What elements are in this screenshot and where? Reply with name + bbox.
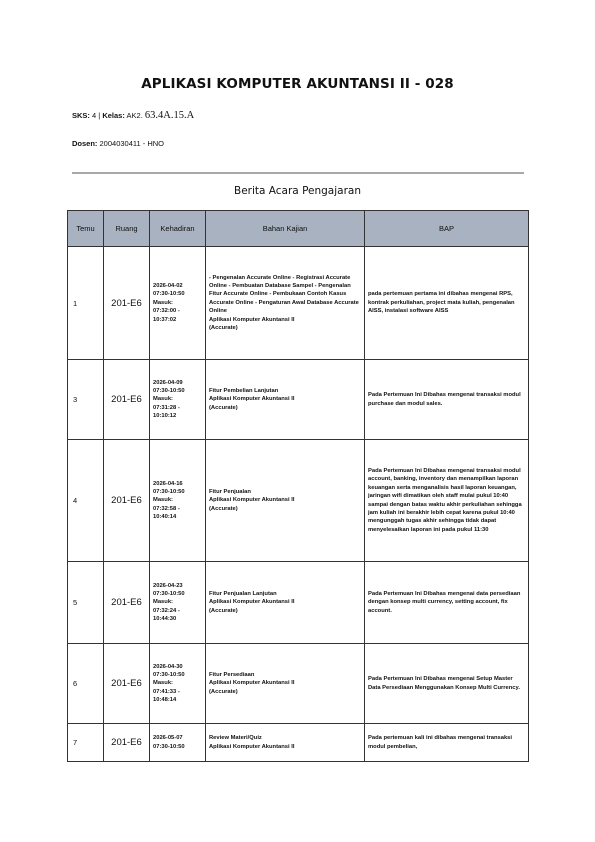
- cell-bap: pada pertemuan pertama ini dibahas mengenai RPS, kontrak perkuliahan, project mata kuliah, pengenalan AISS, instalasi software AISS: [365, 247, 529, 360]
- course-meta-line: [72, 110, 194, 121]
- dosen-value: 2004030411 - HNO: [99, 139, 165, 148]
- cell-bahan-kajian: Review Materi/Quiz Aplikasi Komputer Akuntansi II: [206, 724, 365, 762]
- table-header-row: [68, 211, 529, 247]
- kelas-value: AK2.: [126, 111, 143, 120]
- cell-bap: Pada Pertemuan Ini Dibahas mengenai transaksi modul account, banking, inventory dan menampilkan laporan keuangan serta menganalisis hasil laporan keuangan, jaringan wifi dimatikan oleh staff mulai pukul 10:40 sampai dengan batas waktu akhir perkuliahan sehingga jam kuliah ini berakhir lebih cepat karena pukul 10:40 mengunggah tugas akhir sehingga tidak dapat menyelesaikan laporan ini pada pukul 11:30: [365, 440, 529, 562]
- section-title: Berita Acara Pengajaran: [233, 185, 361, 197]
- cell-kehadiran: 2026-04-23 07:30-10:50 Masuk: 07:32:24 - 10:44:30: [150, 562, 206, 644]
- cell-ruang: 201-E6: [104, 360, 150, 440]
- cell-bahan-kajian: Fitur Penjualan Aplikasi Komputer Akuntansi II (Accurate): [206, 440, 365, 562]
- cell-bahan-kajian: Fitur Penjualan Lanjutan Aplikasi Komputer Akuntansi II (Accurate): [206, 562, 365, 644]
- bap-table: [67, 210, 529, 762]
- dosen-label: Dosen:: [72, 139, 98, 148]
- cell-temu: 7: [68, 724, 104, 762]
- cell-kehadiran: 2026-04-30 07:30-10:50 Masuk: 07:41:33 - 10:48:14: [150, 644, 206, 724]
- cell-kehadiran: 2026-04-16 07:30-10:50 Masuk: 07:32:58 - 10:40:14: [150, 440, 206, 562]
- horizontal-divider: [72, 172, 524, 174]
- table-row: [68, 247, 529, 360]
- header-bahan-kajian: Bahan Kajian: [206, 211, 365, 247]
- table-row: [68, 644, 529, 724]
- header-bap: BAP: [365, 211, 529, 247]
- cell-temu: 5: [68, 562, 104, 644]
- course-title: APLIKASI KOMPUTER AKUNTANSI II - 028: [141, 76, 454, 92]
- cell-bap: Pada pertemuan kali ini dibahas mengenai transaksi modul pembelian,: [365, 724, 529, 762]
- table-row: [68, 360, 529, 440]
- header-temu: Temu: [68, 211, 104, 247]
- header-ruang: Ruang: [104, 211, 150, 247]
- cell-temu: 1: [68, 247, 104, 360]
- cell-kehadiran: 2026-04-02 07:30-10:50 Masuk: 07:32:00 - 10:37:02: [150, 247, 206, 360]
- header-kehadiran: Kehadiran: [150, 211, 206, 247]
- kelas-label: Kelas:: [102, 111, 125, 120]
- table-row: [68, 440, 529, 562]
- cell-temu: 6: [68, 644, 104, 724]
- cell-bahan-kajian: - Pengenalan Accurate Online - Registrasi Accurate Online - Pembuatan Database Sampel - Pengenalan Fitur Accurate Online - Pembukaan Contoh Kasus Accurate Online - Pengaturan Awal Database Accurate Online Aplikasi Komputer Akuntansi II (Accurate): [206, 247, 365, 360]
- cell-ruang: 201-E6: [104, 644, 150, 724]
- cell-kehadiran: 2026-05-07 07:30-10:50: [150, 724, 206, 762]
- sks-label: SKS:: [72, 111, 90, 120]
- cell-bap: Pada Pertemuan Ini Dibahas mengenai transaksi modul purchase dan modul sales.: [365, 360, 529, 440]
- cell-bahan-kajian: Fitur Pembelian Lanjutan Aplikasi Komputer Akuntansi II (Accurate): [206, 360, 365, 440]
- kelas-code: 63.4A.15.A: [144, 110, 195, 121]
- cell-ruang: 201-E6: [104, 562, 150, 644]
- cell-bap: Pada Pertemuan Ini Dibahas mengenai data persediaan dengan konsep multi currency, setting account, fix account.: [365, 562, 529, 644]
- cell-temu: 3: [68, 360, 104, 440]
- sks-value: 4: [92, 111, 97, 120]
- cell-bap: Pada Pertemuan Ini Dibahas mengenai Setup Master Data Persediaan Menggunakan Konsep Multi Currency.: [365, 644, 529, 724]
- cell-kehadiran: 2026-04-09 07:30-10:50 Masuk: 07:31:28 - 10:10:12: [150, 360, 206, 440]
- cell-ruang: 201-E6: [104, 247, 150, 360]
- dosen-line: [72, 139, 164, 148]
- cell-ruang: 201-E6: [104, 724, 150, 762]
- table-row: [68, 724, 529, 762]
- cell-ruang: 201-E6: [104, 440, 150, 562]
- meta-separator: |: [98, 111, 101, 120]
- cell-bahan-kajian: Fitur Persediaan Aplikasi Komputer Akuntansi II (Accurate): [206, 644, 365, 724]
- cell-temu: 4: [68, 440, 104, 562]
- table-row: [68, 562, 529, 644]
